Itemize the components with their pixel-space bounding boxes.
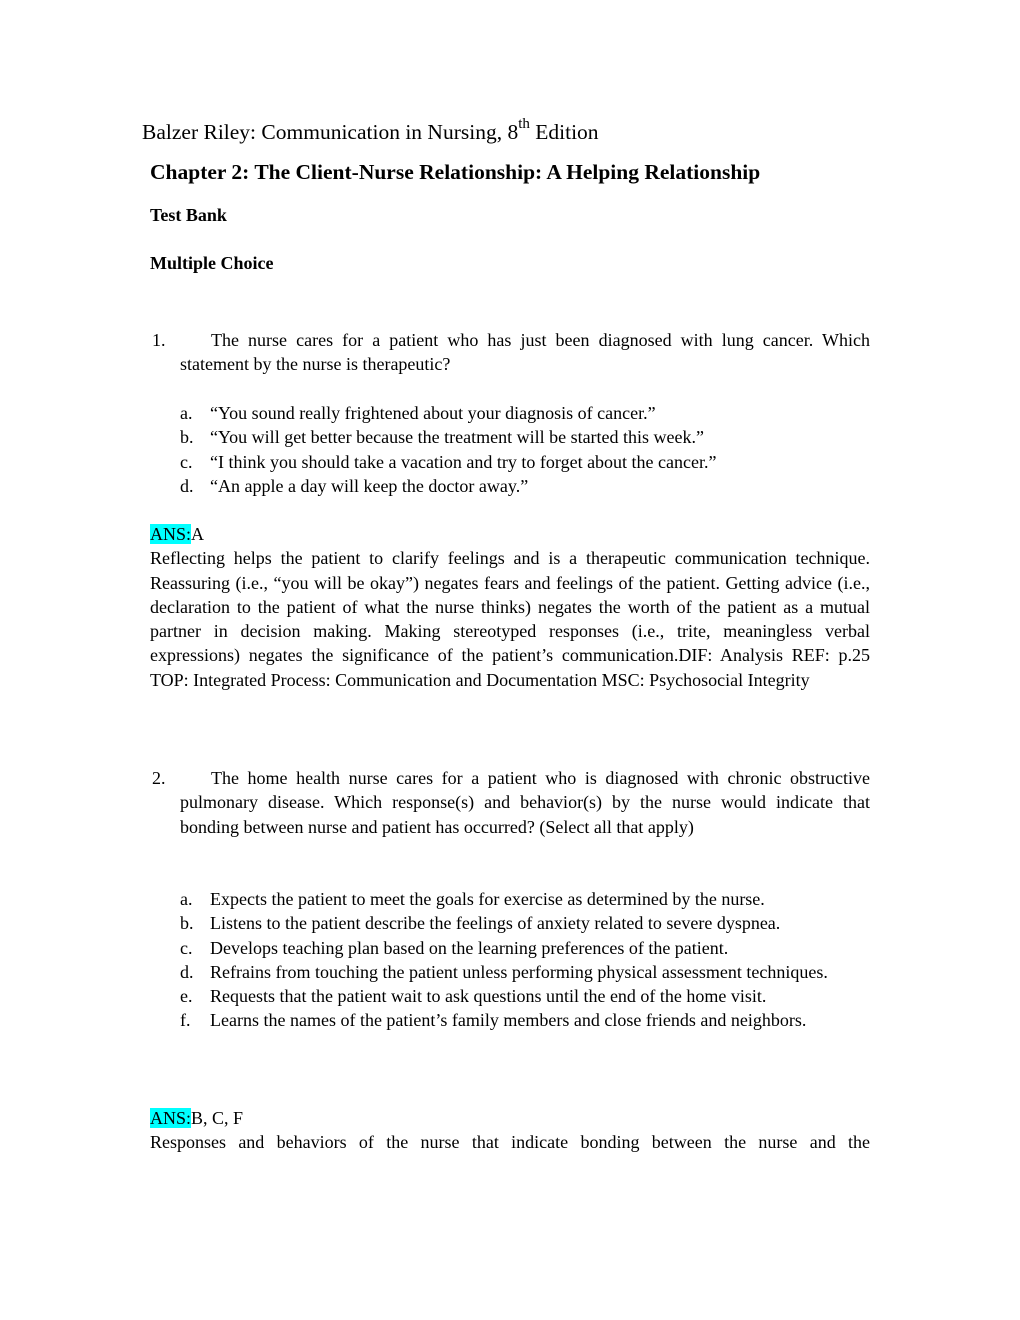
rationale-text: Responses and behaviors of the nurse that indicate bonding between the nurse and the	[150, 1132, 870, 1153]
test-bank-label: Test Bank	[150, 205, 227, 225]
section-label: Multiple Choice	[150, 253, 274, 273]
option-text: Listens to the patient describe the feelings of anxiety related to severe dyspnea.	[210, 913, 781, 934]
option-text: Learns the names of the patient’s family members and close friends and neighbors.	[210, 1010, 807, 1031]
edition-superscript: th	[518, 115, 530, 132]
option-letter: c.	[180, 451, 193, 472]
option-a	[180, 401, 840, 425]
option-text: Requests that the patient wait to ask questions until the end of the home visit.	[210, 986, 767, 1007]
option-letter: b.	[180, 427, 194, 448]
answer-line	[150, 1106, 870, 1130]
option-text: “You sound really frightened about your diagnosis of cancer.”	[210, 403, 656, 423]
question-1	[150, 328, 870, 377]
option-letter: d.	[180, 961, 194, 982]
answer-line	[150, 522, 870, 546]
answer-value: A	[191, 524, 205, 544]
option-letter: c.	[180, 937, 193, 958]
option-text: Expects the patient to meet the goals for exercise as determined by the nurse.	[210, 889, 765, 909]
question-stem	[150, 766, 870, 839]
question-text: The home health nurse cares for a patient who is diagnosed with chronic obstructive pulmonary disease. Which response(s) and behavior(s) by the nurse would indicate that bonding between nurse and patient has occurred? (Select all that apply)	[180, 768, 870, 837]
question-2-options	[180, 887, 840, 1033]
option-letter: f.	[180, 1010, 191, 1031]
question-number: 1.	[152, 330, 166, 350]
option-text: Refrains from touching the patient unless performing physical assessment techniques.	[210, 961, 828, 982]
book-title	[142, 115, 599, 145]
option-letter: a.	[180, 403, 193, 423]
question-stem	[150, 328, 870, 377]
book-title-text: Balzer Riley: Communication in Nursing, 8	[142, 120, 519, 144]
chapter-title: Chapter 2: The Client-Nurse Relationship: A Helping Relationship	[150, 160, 761, 184]
option-letter: b.	[180, 913, 194, 934]
question-number: 2.	[152, 768, 166, 788]
option-c	[180, 450, 840, 474]
option-letter: d.	[180, 475, 194, 496]
answer-value: B, C, F	[191, 1108, 244, 1128]
answer-1	[150, 522, 870, 692]
option-letter: e.	[180, 986, 193, 1007]
answer-label: ANS:	[150, 1108, 192, 1128]
option-text: “You will get better because the treatment will be started this week.”	[210, 427, 705, 448]
option-c	[180, 936, 840, 960]
rationale-text: Reflecting helps the patient to clarify feelings and is a therapeutic communication technique. Reassuring (i.e., “you will be okay”) negates fears and feelings of the patient. Getting advice (i.e., declaration to the patient of what the nurse thinks) negates the worth of the patient as a mutual partner in decision making. Making stereotyped responses (i.e., trite, meaningless verbal expressions) negates the significance of the patient’s communication.DIF: Analysis REF: p.25 TOP: Integrated Process: Communication and Documentation MSC: Psychosocial Integrity	[150, 548, 870, 690]
option-b	[180, 425, 840, 449]
edition-word: Edition	[529, 120, 599, 144]
option-text: “An apple a day will keep the doctor away.”	[210, 475, 529, 496]
question-2	[150, 766, 870, 839]
question-text: The nurse cares for a patient who has just been diagnosed with lung cancer. Which statement by the nurse is therapeutic?	[180, 330, 870, 375]
option-e	[180, 984, 840, 1008]
option-d	[180, 960, 840, 984]
option-letter: a.	[180, 889, 193, 909]
option-a	[180, 887, 840, 911]
option-f	[180, 1008, 840, 1032]
option-b	[180, 911, 840, 935]
option-text: Develops teaching plan based on the learning preferences of the patient.	[210, 937, 729, 958]
option-d	[180, 474, 840, 498]
answer-label: ANS:	[150, 524, 192, 544]
question-1-options	[180, 401, 840, 498]
answer-2	[150, 1106, 870, 1155]
option-text: “I think you should take a vacation and try to forget about the cancer.”	[210, 451, 717, 472]
